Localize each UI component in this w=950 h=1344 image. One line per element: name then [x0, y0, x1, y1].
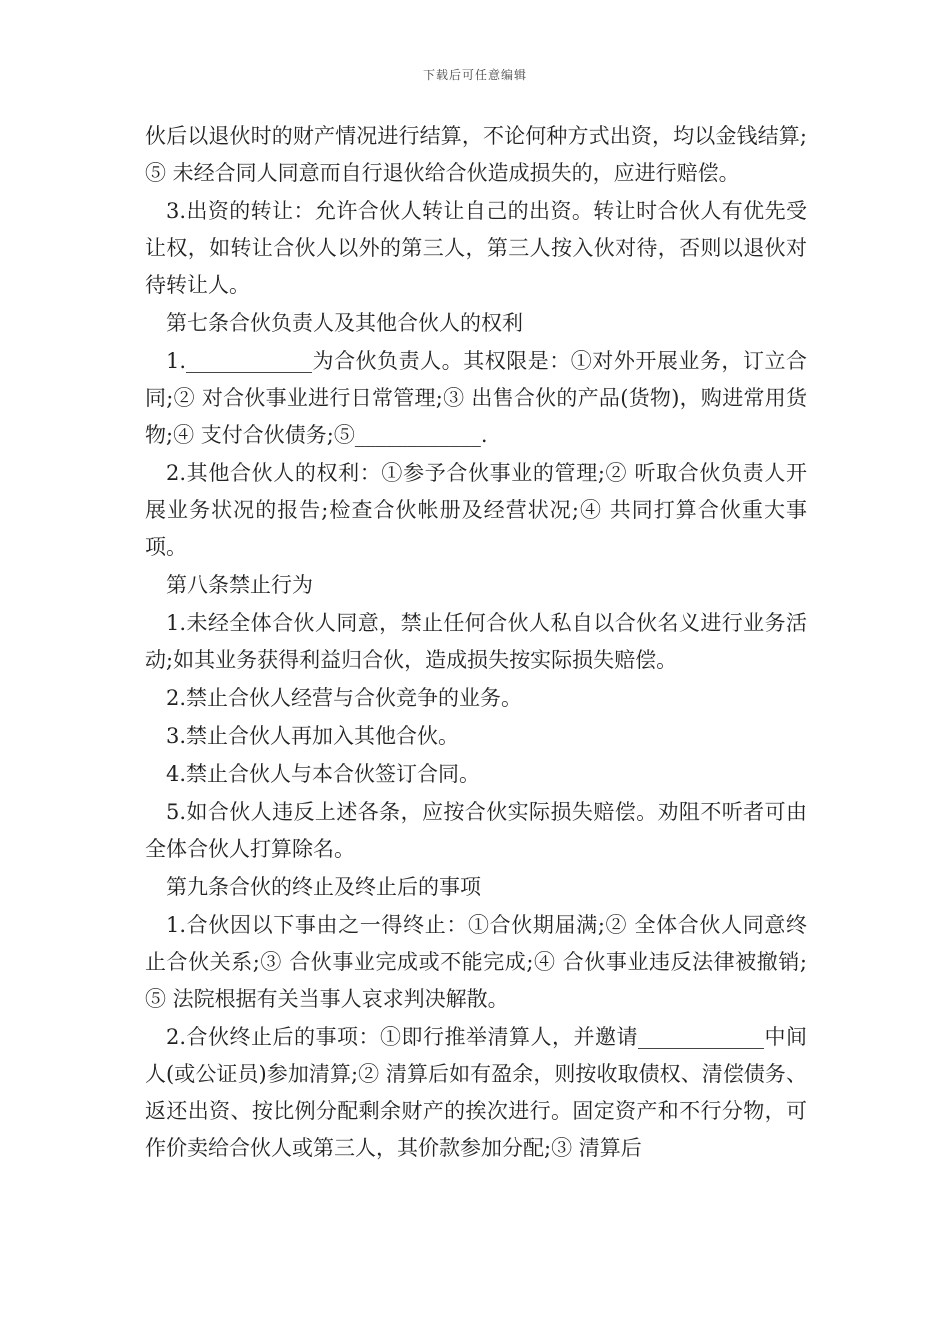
paragraph-continuation: 伙后以退伙时的财产情况进行结算，不论何种方式出资，均以金钱结算;⑤ 未经合同人同意而自行退伙给合伙造成损失的，应进行赔偿。 — [145, 124, 807, 185]
paragraph-item: 1.未经全体合伙人同意，禁止任何合伙人私自以合伙名义进行业务活动;如其业务获得利益归合伙，造成损失按实际损失赔偿。 — [145, 611, 807, 672]
document-body — [145, 118, 807, 1168]
paragraph-item: 2.其他合伙人的权利：①参予合伙事业的管理;② 听取合伙负责人开展业务状况的报告;检查合伙帐册及经营状况;④ 共同打算合伙重大事项。 — [145, 461, 807, 559]
paragraph-item: 3.禁止合伙人再加入其他合伙。 — [166, 724, 460, 748]
paragraph-item: 2.禁止合伙人经营与合伙竞争的业务。 — [166, 686, 523, 710]
section-heading: 第七条合伙负责人及其他合伙人的权利 — [166, 311, 523, 335]
paragraph-item: 1.合伙因以下事由之一得终止：①合伙期届满;② 全体合伙人同意终止合伙关系;③ 合伙事业完成或不能完成;④ 合伙事业违反法律被撤销;⑤ 法院根据有关当事人哀求判决解散。 — [145, 913, 807, 1011]
section-heading: 第八条禁止行为 — [166, 573, 313, 597]
section-heading: 第九条合伙的终止及终止后的事项 — [166, 875, 481, 899]
paragraph-item: 1.____________为合伙负责人。其权限是：①对外开展业务，订立合同;② 对合伙事业进行日常管理;③ 出售合伙的产品(货物)，购进常用货物;④ 支付合伙债务;⑤____________. — [145, 349, 807, 447]
paragraph-item: 3.出资的转让：允许合伙人转让自己的出资。转让时合伙人有优先受让权，如转让合伙人以外的第三人，第三人按入伙对待，否则以退伙对待转让人。 — [145, 199, 807, 297]
page-header-note: 下载后可任意编辑 — [422, 68, 527, 82]
paragraph-item: 4.禁止合伙人与本合伙签订合同。 — [166, 762, 481, 786]
paragraph-item: 5.如合伙人违反上述各条，应按合伙实际损失赔偿。劝阻不听者可由全体合伙人打算除名。 — [145, 800, 807, 861]
paragraph-item: 2.合伙终止后的事项：①即行推举清算人，并邀请____________中间人(或公证员)参加清算;② 清算后如有盈余，则按收取债权、清偿债务、返还出资、按比例分配剩余财产的挨次进行。固定资产和不行分物，可作价卖给合伙人或第三人，其价款参加分配;③ 清算后 — [145, 1025, 807, 1160]
